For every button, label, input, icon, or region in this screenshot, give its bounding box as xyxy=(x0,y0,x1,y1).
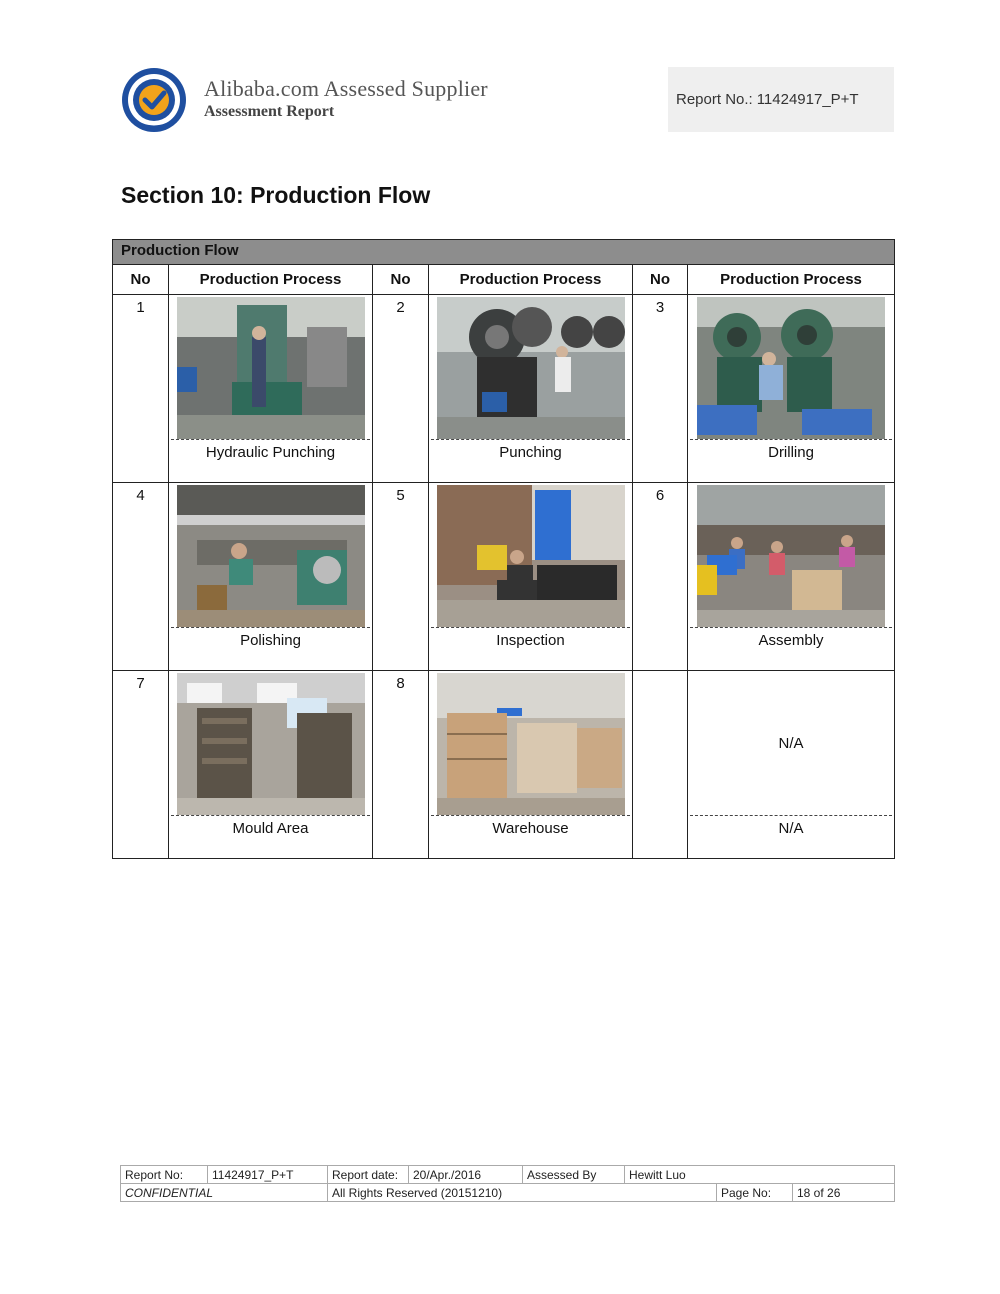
footer-report-date-label: Report date: xyxy=(328,1166,409,1184)
process-cell xyxy=(429,483,633,671)
brand-block xyxy=(204,76,488,121)
process-cell xyxy=(169,483,373,671)
column-header: No xyxy=(633,265,688,295)
process-cell xyxy=(688,671,895,859)
mould-area-photo xyxy=(177,673,365,815)
footer-report-date-value: 20/Apr./2016 xyxy=(409,1166,523,1184)
brand-title: Alibaba.com Assessed Supplier xyxy=(204,76,488,101)
process-cell xyxy=(688,483,895,671)
column-header: No xyxy=(373,265,429,295)
process-number: 8 xyxy=(373,671,429,859)
column-header: Production Process xyxy=(688,265,895,295)
footer-report-no-value: 11424917_P+T xyxy=(208,1166,328,1184)
inspection-photo xyxy=(437,485,625,627)
process-name: Warehouse xyxy=(431,815,630,845)
process-cell xyxy=(429,671,633,859)
warehouse-photo xyxy=(437,673,625,815)
process-number: 2 xyxy=(373,295,429,483)
process-name: Polishing xyxy=(171,627,370,657)
process-number: 1 xyxy=(113,295,169,483)
process-name: Punching xyxy=(431,439,630,469)
process-cell xyxy=(429,295,633,483)
process-number: 6 xyxy=(633,483,688,671)
footer-assessed-by-value: Hewitt Luo xyxy=(625,1166,895,1184)
column-header: Production Process xyxy=(429,265,633,295)
table-row xyxy=(113,483,895,671)
process-name: Hydraulic Punching xyxy=(171,439,370,469)
table-header-row xyxy=(113,265,895,295)
process-cell xyxy=(169,671,373,859)
assembly-photo xyxy=(697,485,885,627)
process-cell xyxy=(169,295,373,483)
report-number-box xyxy=(668,67,894,132)
footer-assessed-by-label: Assessed By xyxy=(523,1166,625,1184)
footer-report-no-label: Report No: xyxy=(121,1166,208,1184)
polishing-photo xyxy=(177,485,365,627)
column-header: Production Process xyxy=(169,265,373,295)
table-row xyxy=(113,671,895,859)
process-name: Drilling xyxy=(690,439,892,469)
section-title: Section 10: Production Flow xyxy=(121,182,431,208)
footer-page-no-label: Page No: xyxy=(717,1184,793,1202)
brand-subtitle: Assessment Report xyxy=(204,103,335,120)
drilling-photo xyxy=(697,297,885,439)
hydraulic-punching-photo xyxy=(177,297,365,439)
footer-confidential: CONFIDENTIAL xyxy=(121,1184,328,1202)
punching-photo xyxy=(437,297,625,439)
process-number xyxy=(633,671,688,859)
production-flow-table xyxy=(112,239,895,859)
column-header: No xyxy=(113,265,169,295)
process-name: Inspection xyxy=(431,627,630,657)
process-number: 3 xyxy=(633,295,688,483)
footer-page-no-value: 18 of 26 xyxy=(793,1184,895,1202)
process-cell xyxy=(688,295,895,483)
report-number-value: 11424917_P+T xyxy=(756,91,859,108)
table-row xyxy=(113,295,895,483)
footer-rights: All Rights Reserved (20151210) xyxy=(328,1184,717,1202)
process-name: N/A xyxy=(690,815,892,845)
table-caption: Production Flow xyxy=(113,240,895,265)
report-number-label: Report No.: xyxy=(676,91,753,108)
process-number: 7 xyxy=(113,671,169,859)
supplier-assessment-seal-icon xyxy=(120,66,188,134)
process-name: Mould Area xyxy=(171,815,370,845)
process-number: 4 xyxy=(113,483,169,671)
report-footer xyxy=(120,1165,895,1202)
process-number: 5 xyxy=(373,483,429,671)
photo-placeholder: N/A xyxy=(778,734,804,752)
process-name: Assembly xyxy=(690,627,892,657)
